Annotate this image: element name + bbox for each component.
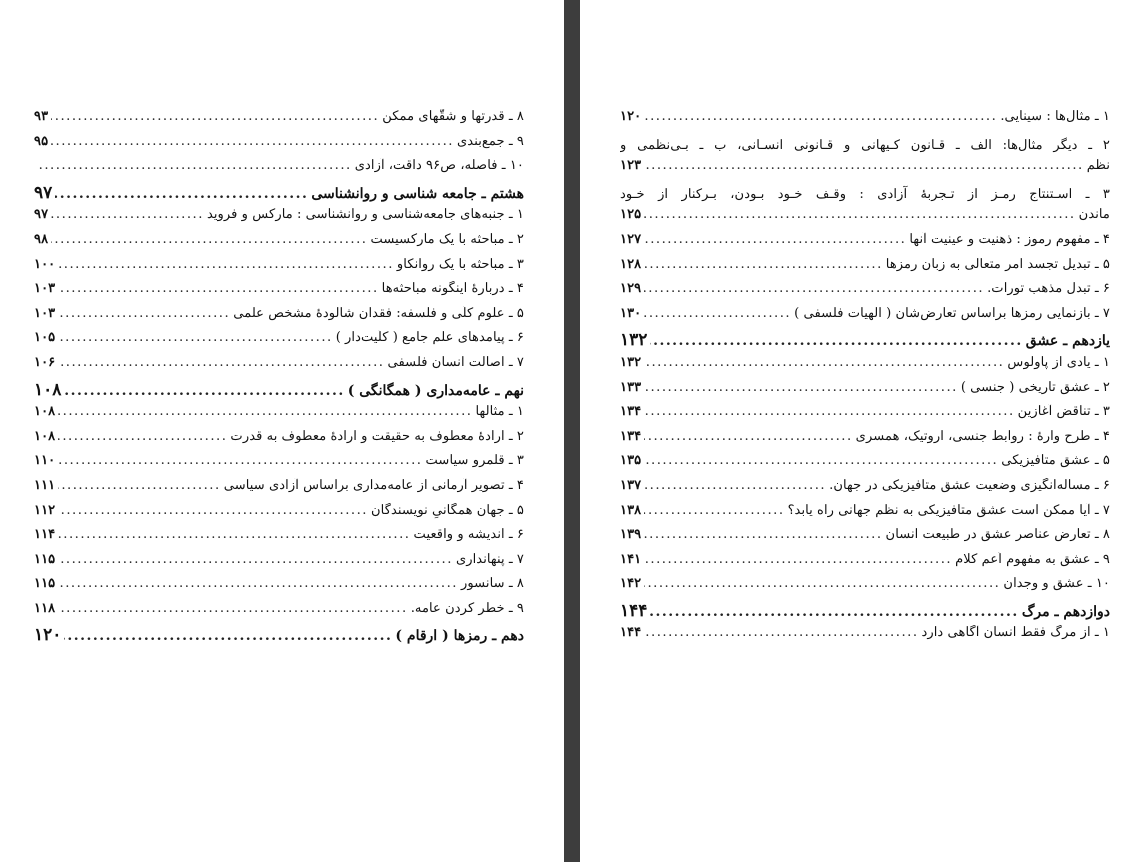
- toc-entry: [620, 183, 1110, 232]
- chapter-title: هشتم ـ جامعه شناسی و روانشناسی: [311, 185, 524, 202]
- toc-page-number: ۱۳۴: [620, 404, 642, 420]
- toc-right: [620, 109, 1110, 650]
- toc-entry-label: ۵ ـ تبدیل تجسد امر متعالی به زبان رمزها: [885, 256, 1110, 272]
- dot-leader: [55, 186, 308, 202]
- dot-leader: [58, 453, 422, 468]
- toc-page-number: ۱۴۴: [620, 600, 648, 621]
- toc-entry-label: ۶ ـ اندیشه و واقعیت: [413, 527, 524, 543]
- toc-page-number: ۹۵: [34, 133, 49, 149]
- toc-entry-label: ۱۰ ـ فاصله، ص۹۶ داقت، آزادی: [354, 158, 524, 174]
- toc-entry-label: ۸ ـ سانسور: [460, 576, 524, 592]
- toc-page-number: ۹۸: [34, 231, 49, 247]
- chapter-title: دهم ـ رمزها ( ارقام ): [395, 628, 524, 645]
- toc-entry-label: ۱ ـ مثال‌ها : سینایی.: [1000, 109, 1110, 124]
- dot-leader: [644, 478, 826, 493]
- toc-page-number: ۱۱۲: [34, 502, 56, 518]
- dot-leader: [644, 527, 882, 542]
- dot-leader: [644, 158, 1083, 173]
- toc-chapter-heading: [620, 601, 1110, 626]
- toc-entry-label: ۳ ـ اسـتنتاج رمـز از تـجربهٔ آزادی : وقـف خـود بـودن، بـرکنار از خـود: [620, 186, 1110, 202]
- toc-page-number: ۱۰۸: [34, 379, 62, 400]
- toc-entry: [34, 281, 524, 306]
- toc-entry-label: ۳ ـ قلمرو سیاست: [425, 453, 524, 469]
- toc-entry-label: ۶ ـ تبدل مذهب تورات.: [987, 281, 1110, 297]
- toc-entry-label: ۲ ـ دیگر مثال‌ها: الف ـ قـانون کـیهانی و قـانونی انسـانی، ب ـ بـی‌نظمی و: [620, 137, 1110, 153]
- toc-entry-label: ۷ ـ اصالت انسان فلسفی: [387, 354, 524, 370]
- dot-leader: [58, 527, 410, 542]
- chapter-title: یازدهم ـ عشق: [1025, 333, 1110, 350]
- toc-entry-label: ۹ ـ خطر کردن عامه.: [410, 600, 524, 616]
- toc-entry-label: ۷ ـ بازنمایی رمزها براساس تعارض‌شان ( الهیات فلسفی ): [794, 305, 1110, 321]
- toc-page-number: ۱۴۲: [620, 576, 642, 592]
- toc-entry-label: ۵ ـ جهان همگانیِ نویسندگان: [371, 502, 524, 518]
- dot-leader: [644, 109, 997, 124]
- toc-entry: [34, 158, 524, 183]
- toc-entry: [620, 355, 1110, 380]
- toc-entry: [620, 453, 1110, 478]
- toc-entry: [34, 232, 524, 257]
- toc-entry-label: ۱ ـ از مرگ فقط انسان آگاهی دارد: [921, 625, 1110, 641]
- toc-entry: [620, 257, 1110, 282]
- dot-leader: [644, 404, 1014, 419]
- dot-leader: [644, 552, 952, 567]
- toc-page-number: ۱۱۵: [34, 576, 56, 592]
- toc-entry: [620, 527, 1110, 552]
- toc-entry-label: ۲ ـ مباحثه با یک مارکسیست: [370, 231, 524, 247]
- dot-leader: [64, 383, 344, 399]
- toc-entry-label: ۲ ـ ارادهٔ معطوف به حقیقت و ارادهٔ معطوف به قدرت: [230, 428, 524, 444]
- toc-entry: [620, 109, 1110, 134]
- toc-page-number: ۱۳۵: [620, 453, 642, 469]
- toc-page-number: ۱۲۳: [620, 158, 642, 174]
- toc-entry: [620, 625, 1110, 650]
- dot-leader: [51, 207, 204, 222]
- toc-page-number: ۱۴۴: [620, 625, 642, 641]
- toc-page-number: ۱۰۸: [34, 428, 56, 444]
- toc-entry: [34, 527, 524, 552]
- right-page: [580, 0, 1146, 862]
- toc-page-number: ۱۲۹: [620, 281, 642, 297]
- toc-entry: [34, 257, 524, 282]
- toc-page-number: ۱۳۲: [620, 330, 648, 351]
- toc-page-number: ۹۷: [34, 182, 53, 203]
- dot-leader: [58, 355, 384, 370]
- toc-entry: [620, 134, 1110, 183]
- toc-page-number: ۱۴۱: [620, 551, 642, 567]
- toc-entry-label-continued: ماندن: [1078, 207, 1110, 223]
- toc-page-number: ۱۰۶: [34, 354, 56, 370]
- dot-leader: [58, 330, 332, 345]
- toc-entry: [34, 330, 524, 355]
- toc-entry-label: ۷ ـ آیا ممکن است عشق متافیزیکی به نظم جهانی راه یابد؟: [787, 502, 1110, 518]
- dot-leader: [644, 576, 1000, 591]
- toc-page-number: ۱۳۰: [620, 305, 642, 321]
- toc-page-number: ۱۲۰: [34, 625, 62, 646]
- dot-leader: [644, 281, 984, 296]
- toc-page-number: ۱۳۴: [620, 428, 642, 444]
- toc-entry-label: ۵ ـ عشق متافیزیکی: [1001, 453, 1110, 469]
- toc-entry: [34, 601, 524, 626]
- toc-entry-label: ۱۰ ـ عشق و وجدان: [1003, 576, 1110, 592]
- dot-leader: [58, 478, 220, 493]
- dot-leader: [644, 355, 1004, 370]
- dot-leader: [58, 601, 407, 616]
- toc-entry: [620, 503, 1110, 528]
- toc-page-number: ۱۳۹: [620, 527, 642, 543]
- dot-leader: [644, 207, 1075, 222]
- toc-entry-label: ۴ ـ طرح وارهٔ : روابط جنسی، اروتیک، همسری: [855, 428, 1110, 444]
- toc-page-number: ۹۷: [34, 207, 49, 223]
- dot-leader: [51, 134, 454, 149]
- toc-entry-label: ۴ ـ دربارهٔ اینگونه مباحثه‌ها: [381, 281, 524, 297]
- toc-entry-label: ۷ ـ پنهانداری: [455, 551, 524, 567]
- toc-entry: [34, 503, 524, 528]
- dot-leader: [58, 404, 472, 419]
- dot-leader: [644, 306, 791, 321]
- dot-leader: [58, 257, 394, 272]
- dot-leader: [58, 503, 368, 518]
- toc-page-number: ۱۰۰: [34, 256, 56, 272]
- toc-entry: [34, 306, 524, 331]
- toc-page-number: ۱۲۷: [620, 231, 642, 247]
- dot-leader: [51, 232, 367, 247]
- toc-entry: [620, 281, 1110, 306]
- toc-entry: [620, 404, 1110, 429]
- toc-entry-label: ۸ ـ تعارض عناصر عشق در طبیعت انسان: [885, 527, 1110, 543]
- toc-entry-label: ۴ ـ مفهوم رموز : ذهنیت و عینیت آنها: [909, 231, 1110, 247]
- toc-page-number: ۱۲۰: [620, 109, 642, 124]
- toc-entry: [34, 134, 524, 159]
- toc-entry: [34, 109, 524, 134]
- toc-entry-label: ۲ ـ عشق تاریخی ( جنسی ): [960, 379, 1110, 395]
- toc-entry-label: ۶ ـ مساله‌انگیزی وضعیت عشق متافیزیکی در جهان.: [829, 477, 1110, 493]
- toc-entry-label: ۶ ـ پیامدهای علم جامع ( کلّیت‌دار ): [335, 330, 524, 346]
- toc-entry-label: ۳ ـ تناقض آغازین: [1017, 404, 1110, 420]
- toc-chapter-heading: [620, 330, 1110, 355]
- toc-page-number: ۱۳۸: [620, 502, 642, 518]
- toc-entry: [620, 380, 1110, 405]
- toc-page-number: ۱۱۵: [34, 551, 56, 567]
- toc-entry-label: ۴ ـ تصویر آرمانی از عامه‌مداری براساس آزادی سیاسی: [223, 477, 524, 493]
- dot-leader: [644, 625, 918, 640]
- toc-entry-label: ۱ ـ مثالها: [475, 404, 524, 420]
- toc-entry: [34, 355, 524, 380]
- toc-page-number: ۱۱۰: [34, 453, 56, 469]
- dot-leader: [58, 306, 230, 321]
- toc-entry: [34, 207, 524, 232]
- toc-entry: [34, 552, 524, 577]
- toc-page-number: ۱۰۳: [34, 305, 56, 321]
- toc-entry-label: ۱ ـ یادی از پاولوس: [1007, 354, 1110, 370]
- toc-entry: [34, 404, 524, 429]
- toc-entry: [620, 306, 1110, 331]
- toc-chapter-heading: [34, 183, 524, 208]
- toc-left: [34, 109, 524, 650]
- dot-leader: [58, 552, 453, 567]
- toc-chapter-heading: [34, 625, 524, 650]
- dot-leader: [37, 158, 352, 173]
- dot-leader: [58, 281, 378, 296]
- toc-page-number: ۱۲۵: [620, 207, 642, 223]
- toc-entry-label: ۹ ـ جمع‌بندی: [456, 133, 524, 149]
- dot-leader: [58, 429, 227, 444]
- toc-entry: [34, 429, 524, 454]
- toc-page-number: ۱۳۲: [620, 354, 642, 370]
- dot-leader: [58, 576, 458, 591]
- toc-page-number: ۱۳۳: [620, 379, 642, 395]
- toc-entry: [620, 478, 1110, 503]
- dot-leader: [644, 257, 883, 272]
- book-gutter: [564, 0, 580, 862]
- toc-entry: [34, 478, 524, 503]
- left-page: [0, 0, 564, 862]
- dot-leader: [650, 333, 1022, 349]
- toc-entry-label: ۵ ـ علوم کلّی و فلسفه: فقدان شالودهٔ مشخص علمی: [233, 305, 524, 321]
- dot-leader: [644, 380, 958, 395]
- toc-entry: [620, 429, 1110, 454]
- dot-leader: [51, 109, 379, 124]
- chapter-title: نهم ـ عامه‌مداری ( همگانگی ): [347, 382, 524, 399]
- toc-entry-label-continued: نظم: [1086, 158, 1110, 174]
- toc-page-number: ۹۳: [34, 109, 49, 124]
- toc-page-number: ۱۰۳: [34, 281, 56, 297]
- dot-leader: [644, 232, 906, 247]
- chapter-title: دوازدهم ـ مرگ: [1021, 603, 1110, 620]
- toc-entry: [620, 576, 1110, 601]
- toc-entry-label: ۹ ـ عشق به مفهوم اَعم کلام: [955, 551, 1110, 567]
- toc-page-number: ۱۰۸: [34, 404, 56, 420]
- toc-page-number: ۱۲۸: [620, 256, 642, 272]
- toc-entry: [620, 232, 1110, 257]
- dot-leader: [644, 503, 784, 518]
- toc-page-number: ۱۱۴: [34, 527, 56, 543]
- dot-leader: [644, 453, 998, 468]
- dot-leader: [644, 429, 852, 444]
- dot-leader: [650, 604, 1018, 620]
- toc-entry: [620, 552, 1110, 577]
- dot-leader: [64, 628, 392, 644]
- toc-page-number: ۱۰۵: [34, 330, 56, 346]
- toc-entry: [34, 576, 524, 601]
- toc-page-number: ۱۱۱: [34, 477, 56, 493]
- toc-entry: [34, 453, 524, 478]
- toc-page-number: ۱۳۷: [620, 477, 642, 493]
- toc-entry-label: ۳ ـ مباحثه با یک روانکاو: [396, 256, 524, 272]
- toc-page-number: ۱۱۸: [34, 600, 56, 616]
- toc-chapter-heading: [34, 380, 524, 405]
- toc-entry-label: ۸ ـ قدرتها و شقّهای ممکن: [382, 109, 524, 124]
- toc-entry-label: ۱ ـ جنبه‌های جامعه‌شناسی و روانشناسی : مارکس و فروید: [206, 207, 524, 223]
